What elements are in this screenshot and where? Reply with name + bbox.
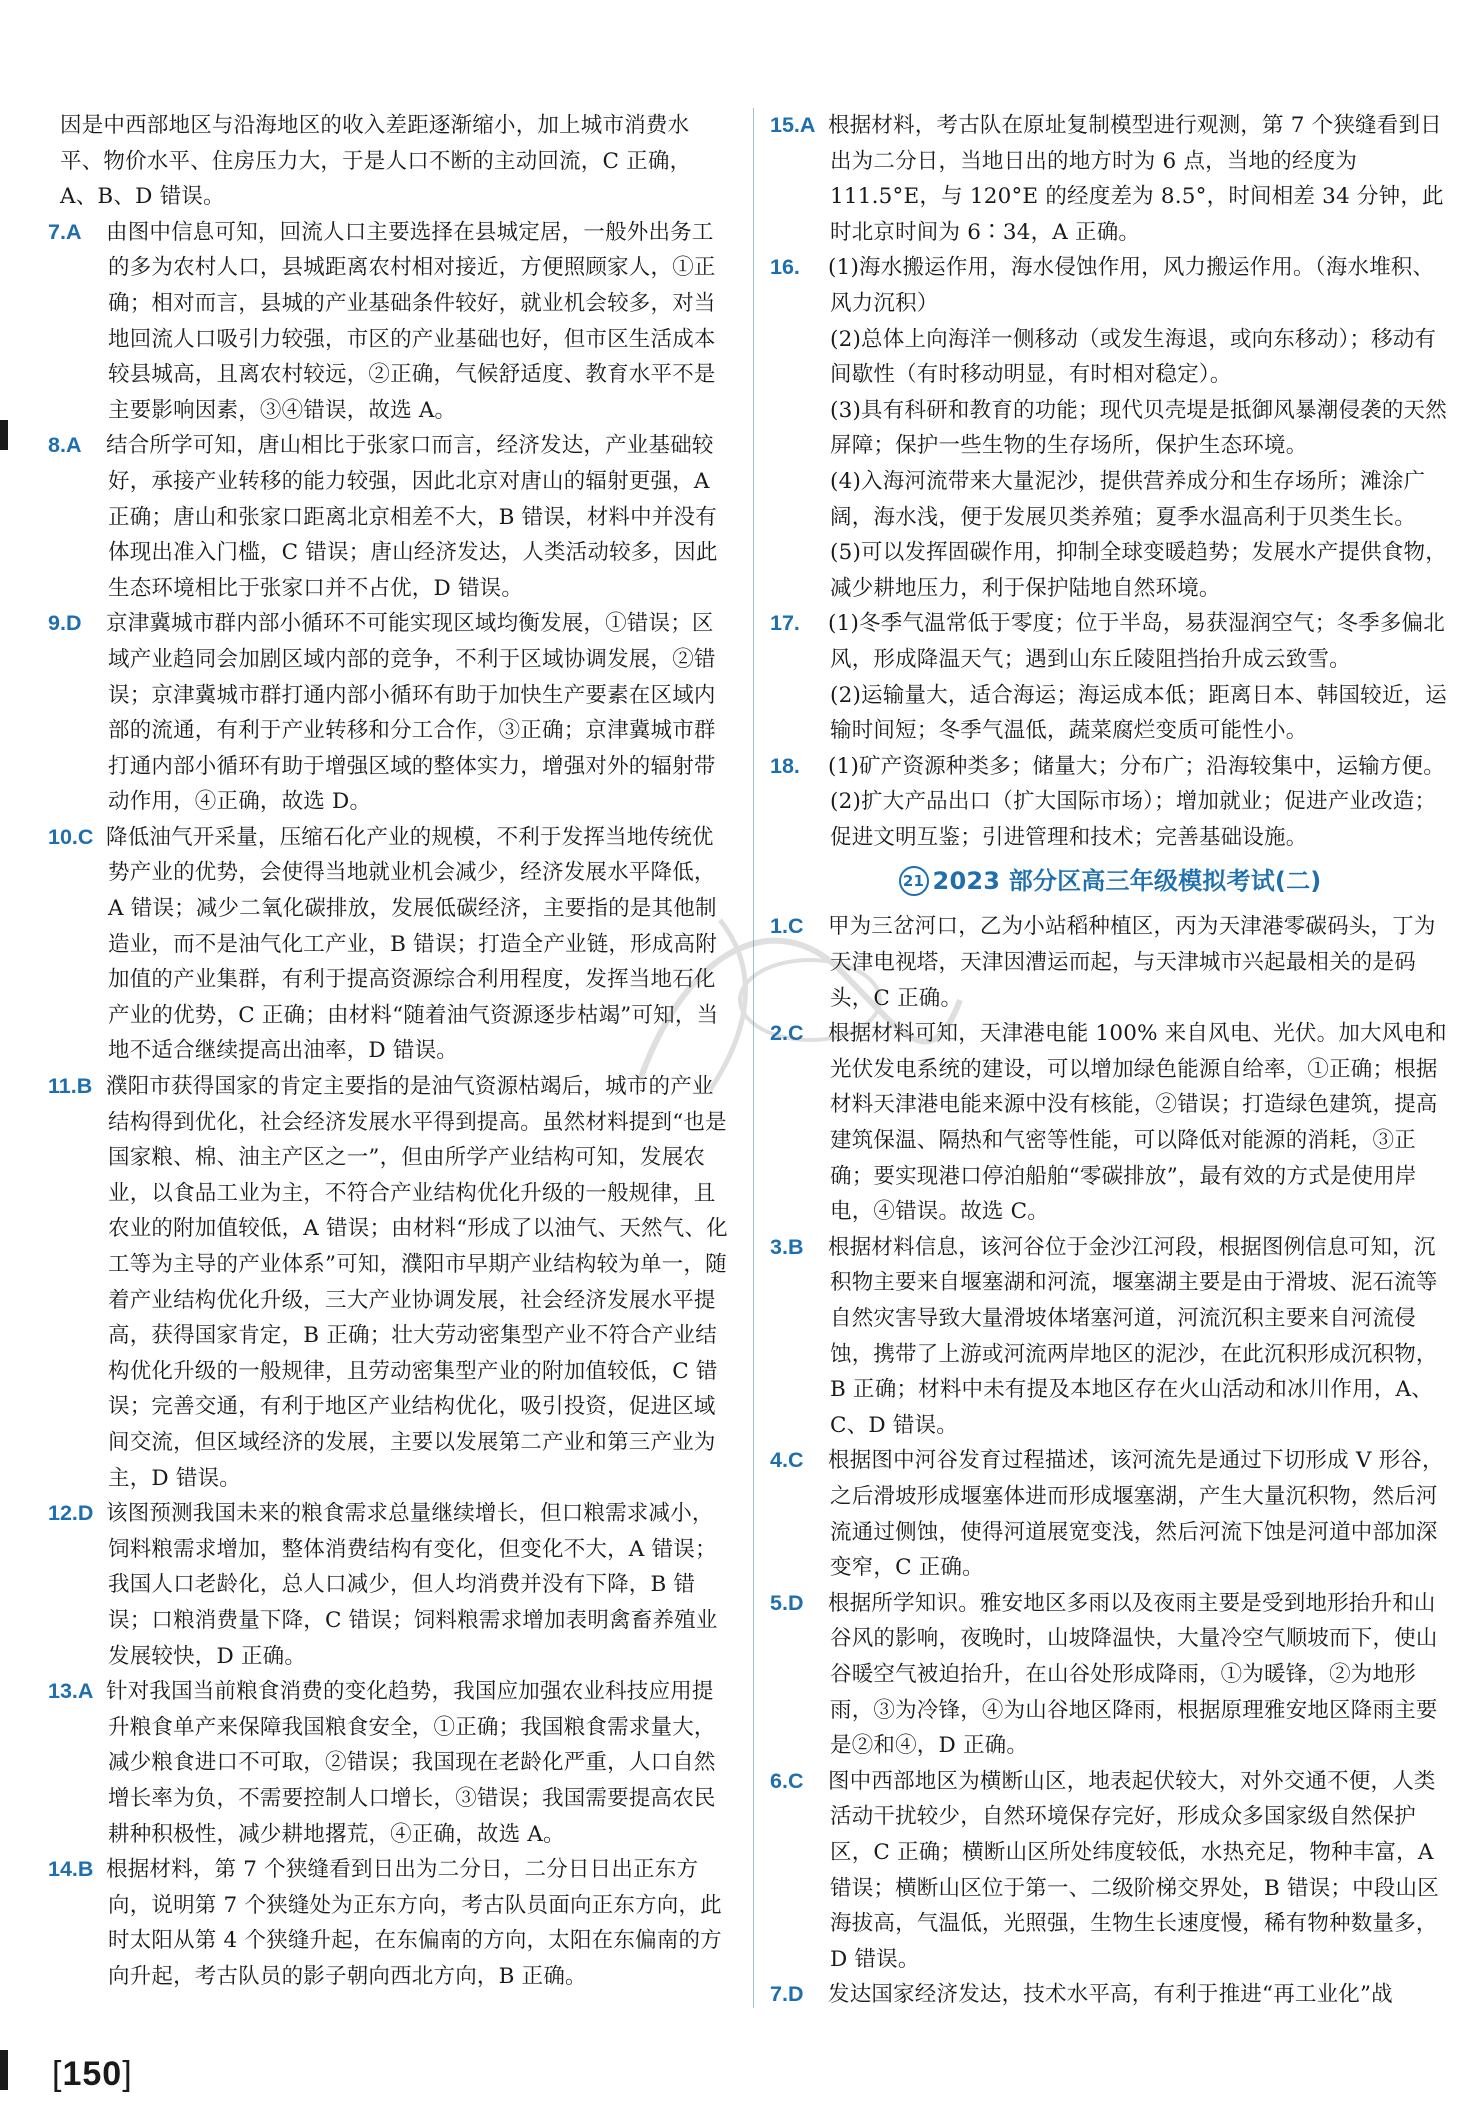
- answer-item-7b: [770, 1977, 1450, 2013]
- explanation: 根据材料，第 7 个狭缝看到日出为二分日，二分日日出正东方向，说明第 7 个狭缝处为正东方向，考古队员面向正东方向，此时太阳从第 4 个狭缝升起，在东偏南的方向，太阳在东偏南的方向升起，考古队员的影子朝向西北方向，B 正确。: [106, 1857, 722, 1989]
- answer-part: (2)总体上向海洋一侧移动（或发生海退，或向东移动）；移动有间歇性（有时移动明显，有时相对稳定）。: [830, 326, 1437, 388]
- answer-item-4: [770, 1443, 1450, 1585]
- explanation: 根据材料，考古队在原址复制模型进行观测，第 7 个狭缝看到日出为二分日，当地日出的地方时为 6 点，当地的经度为 111.5°E，与 120°E 的经度差为 8.5°，时间相差 34 分钟，此时北京时间为 6∶34，A 正确。: [828, 113, 1444, 245]
- answer-item-1: [770, 909, 1450, 1016]
- item-number: 14.: [48, 1857, 78, 1882]
- explanation: 结合所学可知，唐山相比于张家口而言，经济发达，产业基础较好，承接产业转移的能力较强，因此北京对唐山的辐射更强，A 正确；唐山和张家口距离北京相差不大，B 错误，材料中并没有体现出准入门槛，C 错误；唐山经济发达，人类活动较多，因此生态环境相比于张家口并不占优，D 错误。: [106, 433, 718, 601]
- answer-item-13: [48, 1674, 728, 1852]
- answer-item-8: [48, 428, 728, 606]
- answer-item-9: [48, 606, 728, 820]
- answer-letter: A: [77, 1679, 94, 1704]
- answer-letter: D: [787, 1982, 804, 2007]
- item-number: 7.: [770, 1982, 788, 2007]
- explanation: 京津冀城市群内部小循环不可能实现区域均衡发展，①错误；区域产业趋同会加剧区域内部的竞争，不利于区域协调发展，②错误；京津冀城市群打通内部小循环有助于加快生产要素在区域内部的流通，有利于产业转移和分工合作，③正确；京津冀城市群打通内部小循环有助于增强区域的整体实力，增强对外的辐射带动作用，④正确，故选 D。: [106, 611, 716, 815]
- explanation: 根据图中河谷发育过程描述，该河流先是通过下切形成 V 形谷，之后滑坡形成堰塞体进而形成堰塞湖，产生大量沉积物，然后河流通过侧蚀，使得河道展宽变浅，然后河流下蚀是河道中部加深变窄，C 正确。: [828, 1448, 1444, 1581]
- item-number: 13.: [48, 1679, 78, 1704]
- answer-part: (1)海水搬运作用，海水侵蚀作用，风力搬运作用。（海水堆积、风力沉积）: [828, 255, 1435, 316]
- answer-letter: C: [787, 1448, 804, 1473]
- answer-item-2: [770, 1016, 1450, 1230]
- item-number: 11.: [48, 1074, 77, 1099]
- item-number: 15.: [770, 113, 800, 137]
- answer-letter: A: [65, 219, 82, 244]
- page-number-value: 150: [62, 2055, 123, 2093]
- right-column: [770, 108, 1450, 2013]
- item-number: 16.: [770, 255, 800, 280]
- answer-item-5: [770, 1586, 1450, 1764]
- answer-part: (2)运输量大，适合海运；海运成本低；距离日本、韩国较近，运输时间短；冬季气温低，蔬菜腐烂变质可能性小。: [830, 682, 1447, 744]
- explanation: 根据所学知识。雅安地区多雨以及夜雨主要是受到地形抬升和山谷风的影响，夜晚时，山坡降温快，大量冷空气顺坡而下，使山谷暖空气被迫抬升，在山谷处形成降雨，①为暖锋，②为地形雨，③为冷锋，④为山谷地区降雨，根据原理雅安地区降雨主要是②和④，D 正确。: [828, 1590, 1438, 1759]
- item-number: 4.: [770, 1448, 788, 1473]
- answer-letter: D: [77, 1501, 94, 1526]
- answer-letter: B: [76, 1074, 93, 1099]
- edge-mark: [0, 420, 8, 450]
- item-number: 17.: [770, 611, 800, 636]
- explanation: 降低油气开采量，压缩石化产业的规模，不利于发挥当地传统优势产业的优势，会使得当地就业机会减少，经济发展水平降低，A 错误；减少二氧化碳排放，发展低碳经济，主要指的是其他制造业，而不是油气化工产业，B 错误；打造全产业链，形成高附加值的产业集群，有利于提高资源综合利用程度，发挥当地石化产业的优势，C 正确；由材料“随着油气资源逐步枯竭”可知，当地不适合继续提高出油率，D 错误。: [106, 824, 719, 1064]
- item-number: 9.: [48, 611, 66, 636]
- explanation: 甲为三岔河口，乙为小站稻种植区，丙为天津港零碳码头，丁为天津电视塔，天津因漕运而起，与天津城市兴起最相关的是码头，C 正确。: [828, 914, 1436, 1011]
- answer-part: (5)可以发挥固碳作用，抑制全球变暖趋势；发展水产提供食物，减少耕地压力，利于保护陆地自然环境。: [830, 540, 1447, 601]
- item-number: 6.: [770, 1768, 788, 1793]
- answer-item-3: [770, 1230, 1450, 1444]
- answer-item-17: [770, 606, 1450, 748]
- answer-part: (1)冬季气温常低于零度；位于半岛，易获湿润空气；冬季多偏北风，形成降温天气；遇到山东丘陵阻挡抬升成云致雪。: [828, 611, 1445, 672]
- answer-part: (1)矿产资源种类多；储量大；分布广；沿海较集中，运输方便。: [828, 753, 1445, 779]
- explanation: 由图中信息可知，回流人口主要选择在县城定居，一般外出务工的多为农村人口，县城距离农村相对接近，方便照顾家人，①正确；相对而言，县城的产业基础条件较好，就业机会较多，对当地回流人口吸引力较强，市区的产业基础也好，但市区生活成本较县城高，且离农村较远，②正确，气候舒适度、教育水平不是主要影响因素，③④错误，故选 A。: [106, 219, 716, 423]
- item-number: 12.: [48, 1501, 78, 1526]
- explanation: 根据材料信息，该河谷位于金沙江河段，根据图例信息可知，沉积物主要来自堰塞湖和河流，堰塞湖主要是由于滑坡、泥石流等自然灾害导致大量滑坡体堵塞河道，河流沉积主要来自河流侵蚀，携带了上游或河流两岸地区的泥沙，在此沉积形成沉积物，B 正确；材料中未有提及本地区存在火山活动和冰川作用，A、C、D 错误。: [828, 1234, 1438, 1438]
- answer-letter: A: [65, 433, 82, 458]
- section-heading: [770, 861, 1450, 901]
- explanation: 发达国家经济发达，技术水平高，有利于推进“再工业化”战: [828, 1982, 1393, 2008]
- item-number: 18.: [770, 753, 800, 778]
- item-number: 7.: [48, 219, 66, 244]
- answer-letter: D: [65, 611, 82, 636]
- item-number: 2.: [770, 1021, 788, 1046]
- item-number: 8.: [48, 433, 66, 458]
- answer-letter: D: [787, 1590, 804, 1615]
- answer-letter: B: [77, 1857, 94, 1882]
- answer-item-15: [770, 108, 1450, 250]
- answer-part: (4)入海河流带来大量泥沙，提供营养成分和生存场所；滩涂广阔，海水浅，便于发展贝类养殖；夏季水温高利于贝类生长。: [830, 468, 1426, 530]
- answer-item-7: [48, 215, 728, 429]
- answer-item-12: [48, 1496, 728, 1674]
- continued-paragraph: 因是中西部地区与沿海地区的收入差距逐渐缩小，加上城市消费水平、物价水平、住房压力大，于是人口不断的主动回流，C 正确，A、B、D 错误。: [60, 113, 692, 210]
- answer-item-10: [48, 820, 728, 1069]
- item-number: 1.: [770, 914, 788, 939]
- item-number: 5.: [770, 1590, 788, 1615]
- answer-item-16: [770, 250, 1450, 606]
- explanation: 根据材料可知，天津港电能 100% 来自风电、光伏。加大风电和光伏发电系统的建设，可以增加绿色能源自给率，①正确；根据材料天津港电能来源中没有核能，②错误；打造绿色建筑，提高建筑保温、隔热和气密等性能，可以降低对能源的消耗，③正确；要实现港口停泊船舶“零碳排放”，最有效的方式是使用岸电，④错误。故选 C。: [828, 1021, 1447, 1225]
- answer-letter: C: [787, 1768, 804, 1793]
- answer-letter: C: [787, 914, 804, 939]
- answer-item-11: [48, 1069, 728, 1496]
- answer-letter: B: [787, 1234, 804, 1259]
- explanation: 濮阳市获得国家的肯定主要指的是油气资源枯竭后，城市的产业结构得到优化，社会经济发展水平得到提高。虽然材料提到“也是国家粮、棉、油主产区之一”，但由所学产业结构可知，发展农业，以食品工业为主，不符合产业结构优化升级的一般规律，且农业的附加值较低，A 错误；由材料“形成了以油气、天然气、化工等为主导的产业体系”可知，濮阳市早期产业结构较为单一，随着产业结构优化升级，三大产业协调发展，社会经济发展水平提高，获得国家肯定，B 正确；壮大劳动密集型产业不符合产业结构优化升级的一般规律，且劳动密集型产业的附加值较低，C 错误；完善交通，有利于地区产业结构优化，吸引投资，促进区域间交流，但区域经济的发展，主要以发展第二产业和第三产业为主，D 错误。: [106, 1074, 728, 1491]
- answer-letter: C: [787, 1021, 804, 1046]
- answer-part: (3)具有科研和教育的功能；现代贝壳堤是抵御风暴潮侵袭的天然屏障；保护一些生物的生存场所，保护生态环境。: [830, 397, 1447, 459]
- section-title: 2023 部分区高三年级模拟考试(二): [932, 867, 1322, 896]
- explanation: 图中西部地区为横断山区，地表起伏较大，对外交通不便，人类活动干扰较少，自然环境保存完好，形成众多国家级自然保护区，C 正确；横断山区所处纬度较低，水热充足，物种丰富，A 错误；横断山区位于第一、二级阶梯交界处，B 错误；中段山区海拔高，气温低，光照强，生物生长速度慢，稀有物种数量多，D 错误。: [828, 1768, 1439, 1972]
- answer-part: (2)扩大产品出口（扩大国际市场）；增加就业；促进产业改造；促进文明互鉴；引进管理和技术；完善基础设施。: [830, 789, 1437, 850]
- page-number: [150]: [52, 2055, 133, 2093]
- column-divider: [753, 108, 754, 2008]
- answer-item-6: [770, 1764, 1450, 1978]
- edge-mark: [0, 2050, 8, 2090]
- section-number-badge: 21: [899, 866, 929, 896]
- left-column: [48, 108, 728, 1994]
- explanation: 针对我国当前粮食消费的变化趋势，我国应加强农业科技应用提升粮食单产来保障我国粮食安全，①正确；我国粮食需求量大，减少粮食进口不可取，②错误；我国现在老龄化严重，人口自然增长率为负，不需要控制人口增长，③错误；我国需要提高农民耕种积极性，减少耕地撂荒，④正确，故选 A。: [106, 1679, 716, 1847]
- item-number: 10.: [48, 824, 78, 849]
- explanation: 该图预测我国未来的粮食需求总量继续增长，但口粮需求减小，饲料粮需求增加，整体消费结构有变化，但变化不大，A 错误；我国人口老龄化，总人口减少，但人均消费并没有下降，B 错误；口粮消费量下降，C 错误；饲料粮需求增加表明禽畜养殖业发展较快，D 正确。: [106, 1501, 718, 1669]
- answer-letter: A: [799, 113, 816, 137]
- answer-item-18: [770, 749, 1450, 856]
- item-number: 3.: [770, 1234, 788, 1259]
- answer-letter: C: [77, 824, 94, 849]
- answer-item-14: [48, 1852, 728, 1994]
